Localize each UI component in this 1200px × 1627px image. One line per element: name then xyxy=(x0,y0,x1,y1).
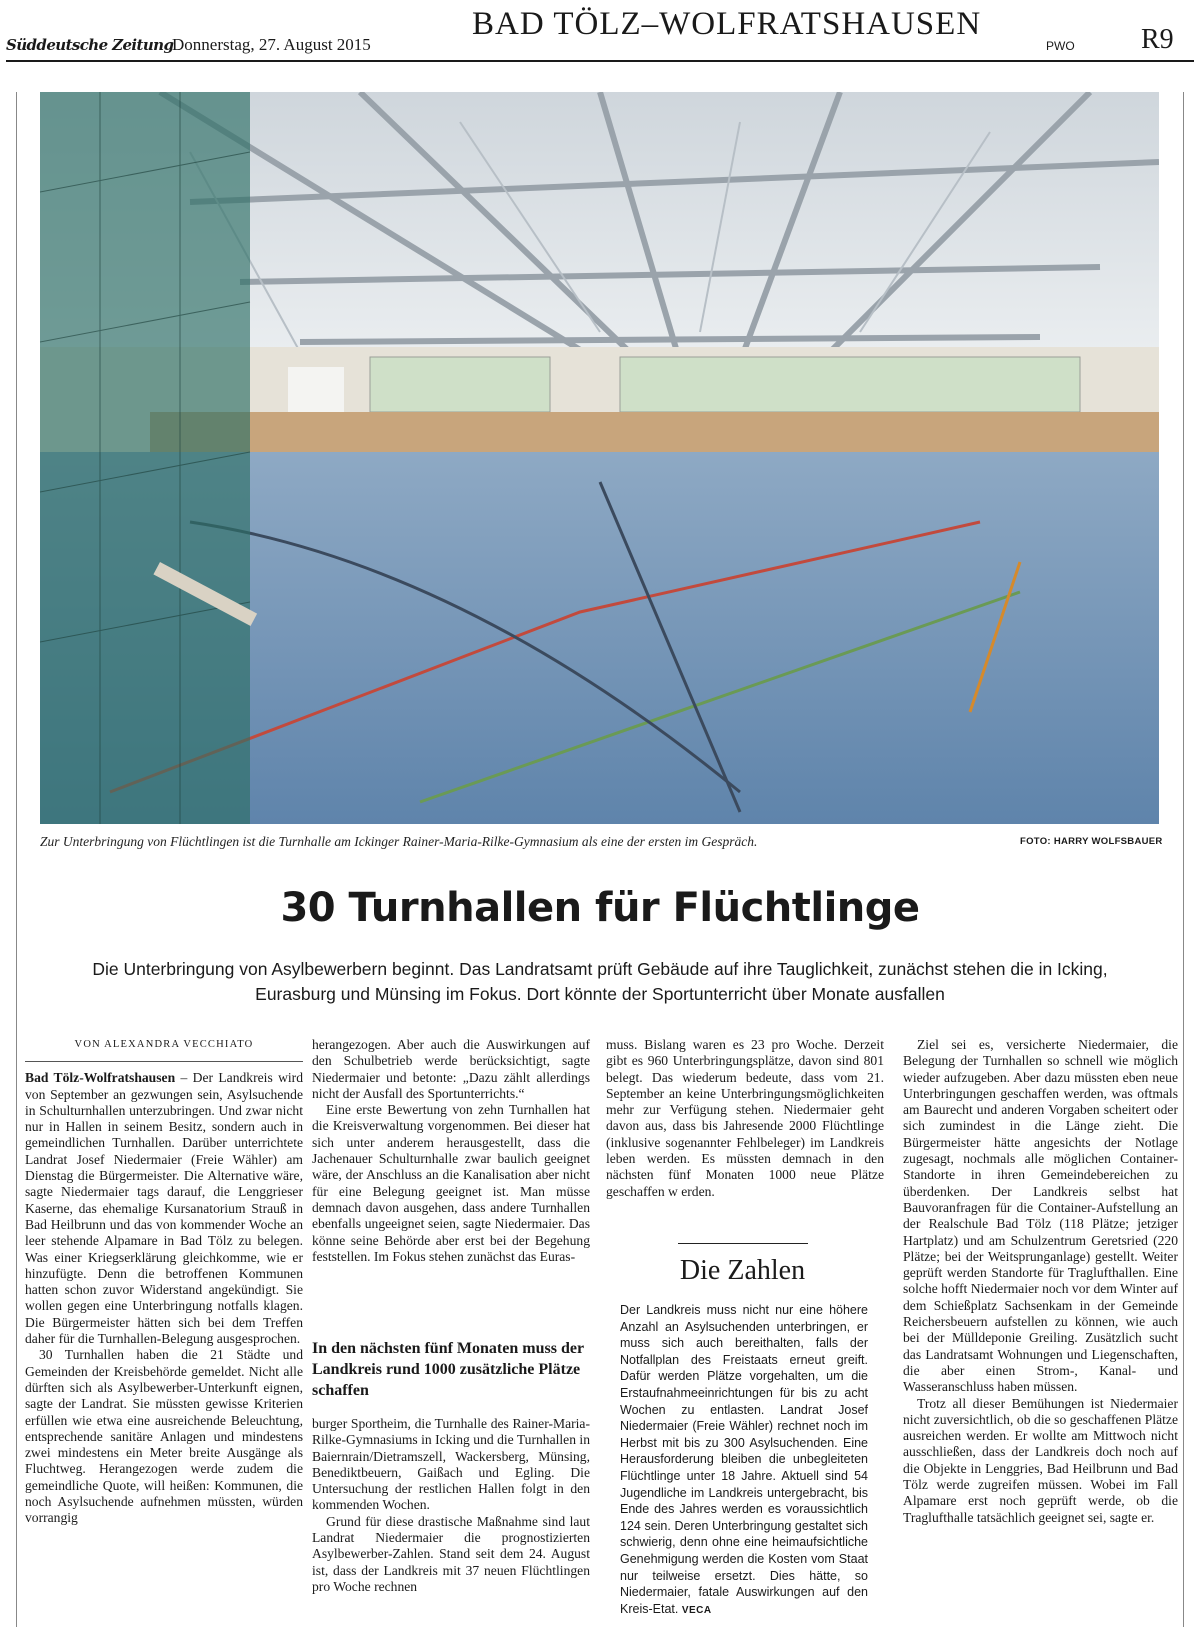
paragraph: Grund für diese drastische Maßnahme sind laut Landrat Niedermaier die prognostizierten Asylbewerber-Zahlen. Stand seit dem 24. August ist, dass der Landkreis mit 37 neuen Flüchtlingen pro Woche rechnen xyxy=(312,1513,590,1594)
subheadline: Die Unterbringung von Asylbewerbern beginnt. Das Landratsamt prüft Gebäude auf ihre Tauglichkeit, zunächst stehen die in Icking, Eurasburg und Münsing im Fokus. Dort könnte der Sportunterricht über Monate ausfallen xyxy=(92,959,1108,1004)
article-column-4 xyxy=(903,1037,1178,1526)
paragraph: burger Sportheim, die Turnhalle des Rainer-Maria-Rilke-Gymnasiums in Icking und die Turnhallen in Baiernrain/Dietramszell, Wackersberg, Münsing, Benediktbeuern, Gaißach und Egling. Die Untersuchung der restlichen Hallen folgt in den kommenden Wochen. xyxy=(312,1416,590,1513)
section-title: BAD TÖLZ–WOLFRATSHAUSEN xyxy=(472,6,982,42)
paragraph xyxy=(25,1070,303,1347)
paragraph: 30 Turnhallen haben die 21 Städte und Gemeinden der Kreisbehörde gemeldet. Nicht alle dürften sich als Asylbewerber-Unterkunft eignen, sagte der Landrat. Sie müssten gewisse Kriterien erfüllen wie etwa eine ausreichende Beleuchtung, entsprechende sanitäre Anlagen und mindestens zwei mindestens ein Meter breite Ausgänge als Fluchtweg. Herangezogen werde zudem die gemeindliche Quote, will heißen: Kommunen, die noch Asylsuchende aufnehmen müssten, würden vorrangig xyxy=(25,1347,303,1526)
page-number: R9 xyxy=(1141,24,1174,55)
infobox-title: Die Zahlen xyxy=(679,1255,806,1286)
paragraph: muss. Bislang waren es 23 pro Woche. Derzeit gibt es 960 Unterbringungsplätze, davon sind 801 belegt. Das wiederum bedeute, dass vom 21. September an keine Unterbringungsmöglichkeiten mehr zur Verfügung stehen. Niedermaier geht davon aus, dass bis Jahresende 2000 Flüchtlinge (inklusive sogenannter Fehlbeleger) im Landkreis leben werden. Es müssten demnach in den nächsten fünf Monaten 1000 neue Plätze geschaffen w erden. xyxy=(606,1037,884,1199)
dateline: Bad Tölz-Wolfratshausen xyxy=(25,1070,176,1086)
pull-quote: In den nächsten fünf Monaten muss der Landkreis rund 1000 zusätzliche Plätze schaffen xyxy=(312,1340,584,1399)
paragraph: Trotz all dieser Bemühungen ist Niedermaier nicht zuversichtlich, ob die so geschaffenen Plätze ausreichen werden. Er wollte am Mittwoch nicht ausschließen, dass der Landkreis doch noch auf die Objekte in Lenggries, Bad Heilbrunn und Bad Tölz werde zugreifen müssen. Wobei im Fall Alpamare erst noch geprüft werde, ob die Traglufthalle tatsächlich geeignet sei, sagte er. xyxy=(903,1395,1178,1525)
article-column-1 xyxy=(25,1037,303,1527)
page-margin-left xyxy=(16,92,17,1627)
newspaper-name: Süddeutsche Zeitung xyxy=(6,36,174,54)
paragraph: herangezogen. Aber auch die Auswirkungen auf den Schulbetrieb werde berücksichtigt, sagte Niedermaier und betonte: „Dazu zählt allerdings nicht der Ausfall des Sportunterrichts.“ xyxy=(312,1037,590,1101)
byline: VON ALEXANDRA VECCHIATO xyxy=(74,1039,254,1050)
paragraph: Eine erste Bewertung von zehn Turnhallen hat die Kreisverwaltung vorgenommen. Bei dieser hat sich unter anderem herausgestellt, dass die Jachenauer Schulturnhalle zwar baulich geeignet wäre, der Anschluss an die Kanalisation aber nicht für eine Belegung geeignet ist. Man müsse demnach davon ausgehen, dass andere Turnhallen ebenfalls ungeeignet seien, sagte Niedermaier. Das könne seine Behörde aber erst bei der Begehung feststellen. Im Fokus stehen zunächst das Euras- xyxy=(312,1102,590,1264)
paragraph-text: – Der Landkreis wird von September an gezwungen sein, Asylsuchende in Schulturnhallen unterzubringen. Und zwar nicht nur in Hallen in seinem Besitz, sondern auch in gemeindlichen Turnhallen. Darüber unterrichtete Landrat Josef Niedermaier (Freie Wähler) am Dienstag die Bürgermeister. Die Alternative wäre, sagte Niedermaier tags darauf, die Lenggrieser Kaserne, das ehemalige Kursanatorium Strauß in Bad Heilbrunn und das von kommender Woche an leer stehende Alpamare in Bad Tölz zu belegen. Was einer Kriegserklärung gleichkomme, wie er hinzufügte. Denn die betroffenen Kommunen hatten schon zuvor Widerstand angekündigt. Sie wollen gegen eine Unterbringung notfalls klagen. Die Bürgermeister hätten sich bei dem Treffen daher für die Turnhallen-Belegung ausgesprochen. xyxy=(25,1070,304,1347)
infobox-text xyxy=(620,1302,868,1619)
headline: 30 Turnhallen für Flüchtlinge xyxy=(280,885,920,931)
photo-caption: Zur Unterbringung von Flüchtlingen ist die Turnhalle am Ickinger Rainer-Maria-Rilke-Gymnasium als eine der ersten im Gespräch. xyxy=(40,834,758,849)
article-column-3 xyxy=(606,1037,884,1200)
infobox-signature: VECA xyxy=(681,1604,712,1616)
byline-rule xyxy=(25,1061,303,1062)
edition-code: PWO xyxy=(1046,39,1075,53)
article-column-2 xyxy=(312,1037,590,1265)
gym-photo xyxy=(40,92,1159,824)
page-margin-right xyxy=(1183,92,1184,1627)
issue-date: Donnerstag, 27. August 2015 xyxy=(172,35,371,54)
infobox-body: Der Landkreis muss nicht nur eine höhere Anzahl an Asylsuchenden unterbringen, er muss sich auch bereithalten, falls der Notfallplan des Freistaats erneut greift. Dafür werden Plätze vorgehalten, um die Erstaufnahmeeinrichtungen für bis zu acht Wochen zu entlasten. Landrat Josef Niedermaier (Freie Wähler) rechnet noch im Herbst mit bis zu 300 Asylsuchenden. Eine Herausforderung bleiben die unbegleiteten Flüchtlinge unter 18 Jahre. Aktuell sind 54 Jugendliche im Landkreis untergebracht, bis Ende des Jahres werden es voraussichtlich 124 sein. Deren Unterbringung gestaltet sich schwierig, denn ohne eine heimaufsichtliche Genehmigung werden die Kosten vom Staat nur teilweise ersetzt. Dies hätte, so Niedermaier, fatale Auswirkungen auf den Kreis-Etat. xyxy=(620,1303,868,1616)
paragraph: Ziel sei es, versicherte Niedermaier, die Belegung der Turnhallen so schnell wie möglich wieder aufzugeben. Aber dazu müssten eben neue Unterbringungen geschaffen werden, was oftmals am Baurecht und anderen Vorgaben scheitert oder sich zumindest in die Länge zieht. Die Bürgermeister hätte angesichts der Notlage zugesagt, nochmals alle möglichen Container-Standorte in ihren Gemeindebereichen zu überdenken. Der Landkreis selbst hat Bauvoranfragen für die Container-Aufstellung an der Realschule Bad Tölz (118 Plätze; jetziger Hartplatz) und am Schulzentrum Geretsried (220 Plätze; bei der Weitsprunganlage) gestellt. Weiter geprüft werden Standorte für Traglufthallen. Eine solche hofft Niedermaier noch vor dem Winter auf dem Schießplatz Sachsenkam in der Gemeinde Reichersbeuern aufstellen zu können, wie auch bei der Mülldeponie Greiling. Zusätzlich sucht das Landratsamt Wohnungen und Liegenschaften, die aber einen Strom-, Kanal- und Wasseranschluss haben müssen. xyxy=(903,1037,1178,1395)
article-column-2-continued xyxy=(312,1416,590,1595)
masthead xyxy=(0,0,1200,62)
infobox-rule xyxy=(678,1243,808,1244)
masthead-rule xyxy=(6,60,1194,62)
photo-credit: FOTO: HARRY WOLFSBAUER xyxy=(1020,836,1163,847)
